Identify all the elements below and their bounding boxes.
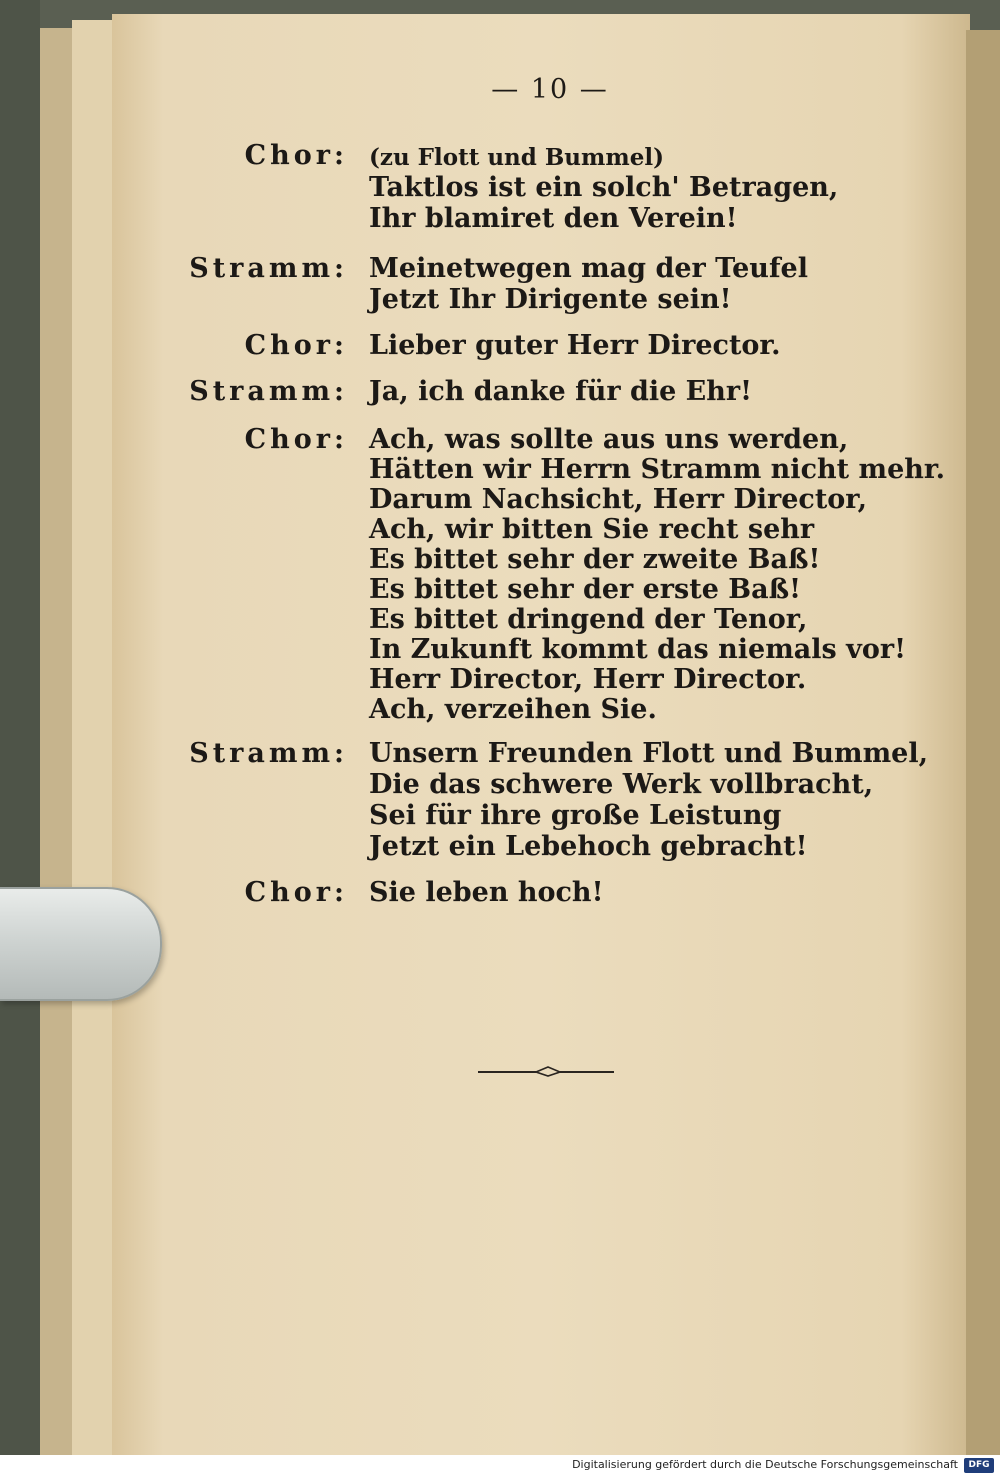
verse-line: Jetzt Ihr Dirigente sein! xyxy=(369,284,732,315)
verse-line: Es bittet dringend der Tenor, xyxy=(369,604,808,635)
verse-line: Ihr blamiret den Verein! xyxy=(369,203,738,234)
speaker-label: Stramm: xyxy=(189,738,348,769)
verse-line: Es bittet sehr der zweite Baß! xyxy=(369,544,821,575)
ornament-divider-icon xyxy=(476,1063,616,1079)
dfg-logo-icon: DFG xyxy=(964,1458,994,1473)
verse-line: Darum Nachsicht, Herr Director, xyxy=(369,484,867,515)
speaker-label: Chor: xyxy=(244,330,348,361)
verse-line: Ach, was sollte aus uns werden, xyxy=(369,424,849,455)
verse-line: Die das schwere Werk vollbracht, xyxy=(369,769,874,800)
verse-line: Ja, ich danke für die Ehr! xyxy=(369,376,752,407)
verse-line: Ach, wir bitten Sie recht sehr xyxy=(369,514,815,545)
verse-line: Herr Director, Herr Director. xyxy=(369,664,807,695)
verse-line: Sie leben hoch! xyxy=(369,877,604,908)
verse-line: Lieber guter Herr Director. xyxy=(369,330,781,361)
verse-line: Meinetwegen mag der Teufel xyxy=(369,253,808,284)
page-number: — 10 — xyxy=(491,74,609,105)
speaker-label: Chor: xyxy=(244,424,348,455)
verse-line: Es bittet sehr der erste Baß! xyxy=(369,574,801,605)
verse-line: Jetzt ein Lebehoch gebracht! xyxy=(369,831,808,862)
paper-clip xyxy=(0,887,162,1001)
stage-direction: (zu Flott und Bummel) xyxy=(369,144,664,171)
speaker-label: Stramm: xyxy=(189,376,348,407)
verse-line: Sei für ihre große Leistung xyxy=(369,800,782,831)
background-edge xyxy=(0,0,40,1455)
speaker-label: Stramm: xyxy=(189,253,348,284)
verse-line: In Zukunft kommt das niemals vor! xyxy=(369,634,906,665)
digitization-footer xyxy=(0,1455,1000,1477)
footer-credit: Digitalisierung gefördert durch die Deutsche Forschungsgemeinschaft xyxy=(572,1458,958,1471)
speaker-label: Chor: xyxy=(244,877,348,908)
verse-line: Hätten wir Herrn Stramm nicht mehr. xyxy=(369,454,946,485)
verse-line: Taktlos ist ein solch' Betragen, xyxy=(369,172,839,203)
verse-line: Ach, verzeihen Sie. xyxy=(369,694,657,725)
verse-line: Unsern Freunden Flott und Bummel, xyxy=(369,738,928,769)
speaker-label: Chor: xyxy=(244,140,348,171)
book-right-edge xyxy=(966,30,1000,1455)
